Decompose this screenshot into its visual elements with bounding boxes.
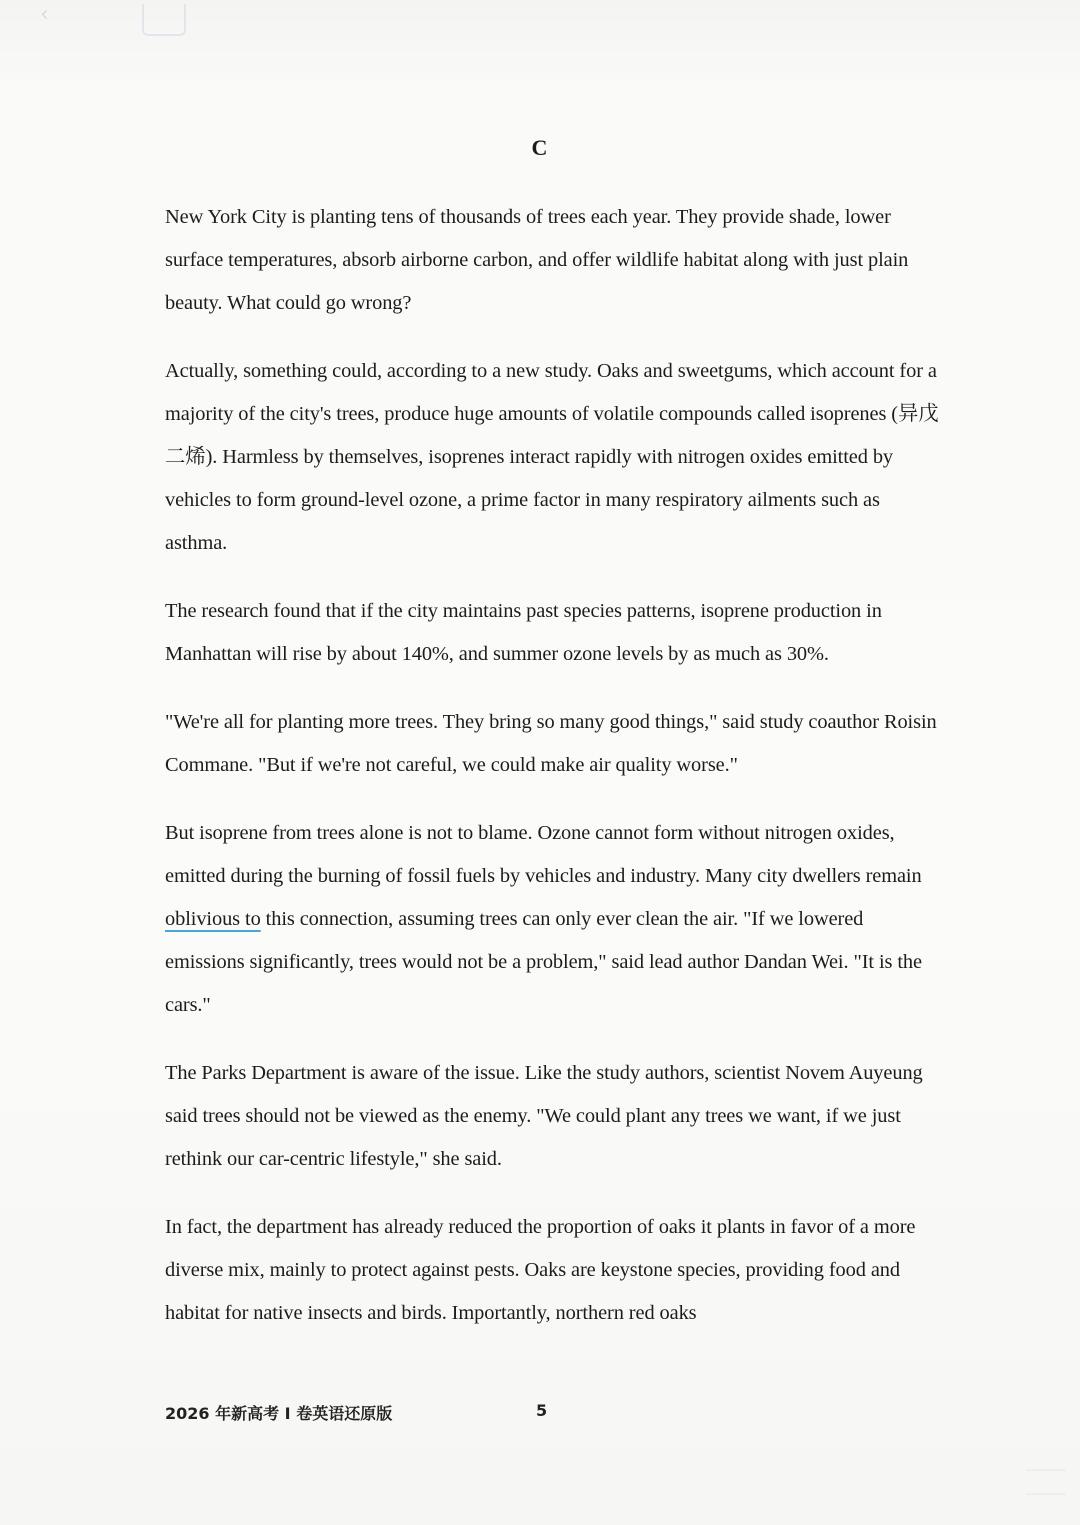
paragraph-5 (165, 812, 945, 1027)
section-letter: C (531, 135, 549, 160)
scan-watermark (1026, 1469, 1066, 1495)
footer-source: 2026 年新高考 I 卷英语还原版 (165, 1404, 393, 1423)
paragraph-6: The Parks Department is aware of the issue. Like the study authors, scientist Novem Auyeung said trees should not be viewed as the enemy. "We could plant any trees we want, if we just rethink our car-centric lifestyle," she said. (165, 1062, 923, 1170)
page-number: 5 (536, 1401, 548, 1420)
scan-corner-mark (40, 0, 190, 40)
article-body (165, 196, 945, 1360)
paragraph-5-before: But isoprene from trees alone is not to blame. Ozone cannot form without nitrogen oxides, emitted during the burning of fossil fuels by vehicles and industry. Many city dwellers remain (165, 822, 922, 887)
paragraph-5-after: this connection, assuming trees can only ever clean the air. "If we lowered emissions significantly, trees would not be a problem," said lead author Dandan Wei. "It is the cars." (165, 908, 922, 1016)
paragraph-4: "We're all for planting more trees. They bring so many good things," said study coauthor Roisin Commane. "But if we're not careful, we could make air quality worse." (165, 711, 937, 776)
paragraph-7: In fact, the department has already reduced the proportion of oaks it plants in favor of a more diverse mix, mainly to protect against pests. Oaks are keystone species, providing food and habitat for native insects and birds. Importantly, northern red oaks (165, 1216, 916, 1324)
underlined-phrase: oblivious to (165, 908, 261, 930)
chevron-left-icon[interactable]: ‹ (40, 2, 49, 27)
paragraph-2: Actually, something could, according to a new study. Oaks and sweetgums, which account for a majority of the city's trees, produce huge amounts of volatile compounds called isoprenes (异戊二烯). Harmless by themselves, isoprenes interact rapidly with nitrogen oxides emitted by vehicles to form ground-level ozone, a prime factor in many respiratory ailments such as asthma. (165, 360, 939, 554)
scan-box-icon (142, 4, 186, 36)
paragraph-3: The research found that if the city maintains past species patterns, isoprene production in Manhattan will rise by about 140%, and summer ozone levels by as much as 30%. (165, 600, 882, 665)
paragraph-1: New York City is planting tens of thousands of trees each year. They provide shade, lower surface temperatures, absorb airborne carbon, and offer wildlife habitat along with just plain beauty. What could go wrong? (165, 206, 909, 314)
